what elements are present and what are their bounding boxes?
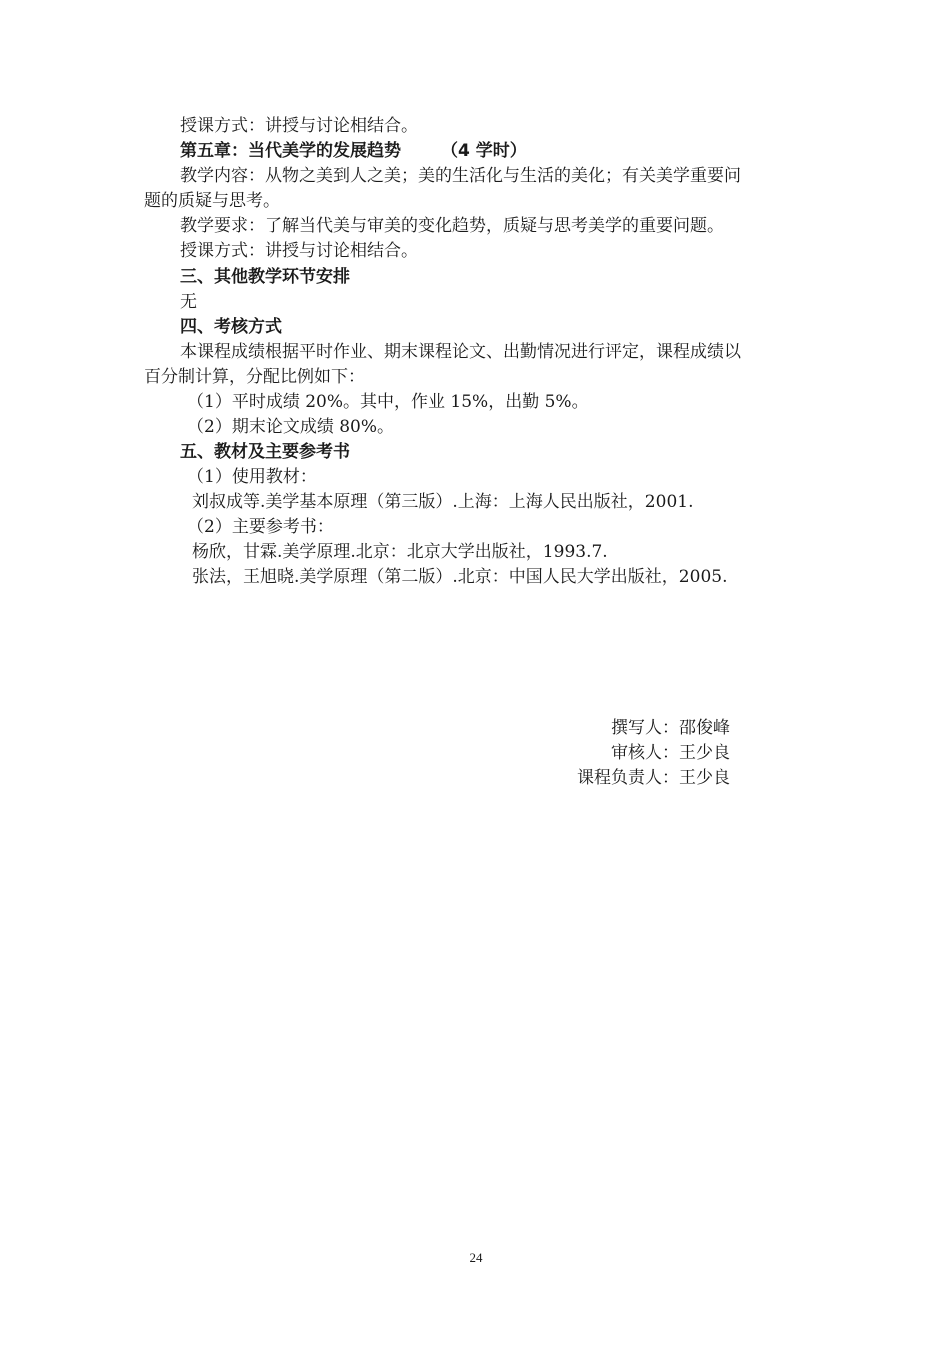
section-three-heading: 三、其他教学环节安排: [180, 267, 350, 287]
section-five-heading: 五、教材及主要参考书: [180, 442, 350, 462]
signature-reviewer: 审核人：王少良: [611, 743, 730, 763]
chapter-five-title: 第五章：当代美学的发展趋势: [180, 141, 401, 161]
signature-lead: 课程负责人：王少良: [577, 768, 730, 788]
assessment-item-2: （2）期末论文成绩 80%。: [187, 417, 395, 437]
references-label: （2）主要参考书：: [187, 517, 334, 537]
assessment-continuation: 百分制计算，分配比例如下：: [144, 367, 365, 387]
teaching-requirement-line: 教学要求：了解当代美与审美的变化趋势，质疑与思考美学的重要问题。: [180, 216, 724, 236]
assessment-line: 本课程成绩根据平时作业、期末课程论文、出勤情况进行评定，课程成绩以: [180, 342, 741, 362]
textbook-entry: 刘叔成等.美学基本原理（第三版）.上海：上海人民出版社，2001.: [192, 492, 694, 512]
textbook-label: （1）使用教材：: [187, 467, 317, 487]
reference-entry-2: 张法，王旭晓.美学原理（第二版）.北京：中国人民大学出版社，2005.: [192, 567, 728, 587]
teaching-content-continuation: 题的质疑与思考。: [144, 191, 280, 211]
teaching-content-line: 教学内容：从物之美到人之美；美的生活化与生活的美化；有关美学重要问: [180, 166, 741, 186]
teaching-method-line-2: 授课方式：讲授与讨论相结合。: [180, 241, 418, 261]
teaching-method-line: 授课方式：讲授与讨论相结合。: [180, 116, 418, 136]
section-four-heading: 四、考核方式: [180, 317, 282, 337]
reference-entry-1: 杨欣，甘霖.美学原理.北京：北京大学出版社，1993.7.: [192, 542, 608, 562]
signature-writer: 撰写人：邵俊峰: [611, 718, 730, 738]
section-three-body: 无: [180, 292, 197, 312]
chapter-five-heading: [180, 139, 527, 163]
assessment-item-1: （1）平时成绩 20%。其中，作业 15%，出勤 5%。: [187, 392, 589, 412]
page-number: 24: [469, 1250, 483, 1265]
chapter-five-hours: （4 学时）: [441, 141, 527, 161]
